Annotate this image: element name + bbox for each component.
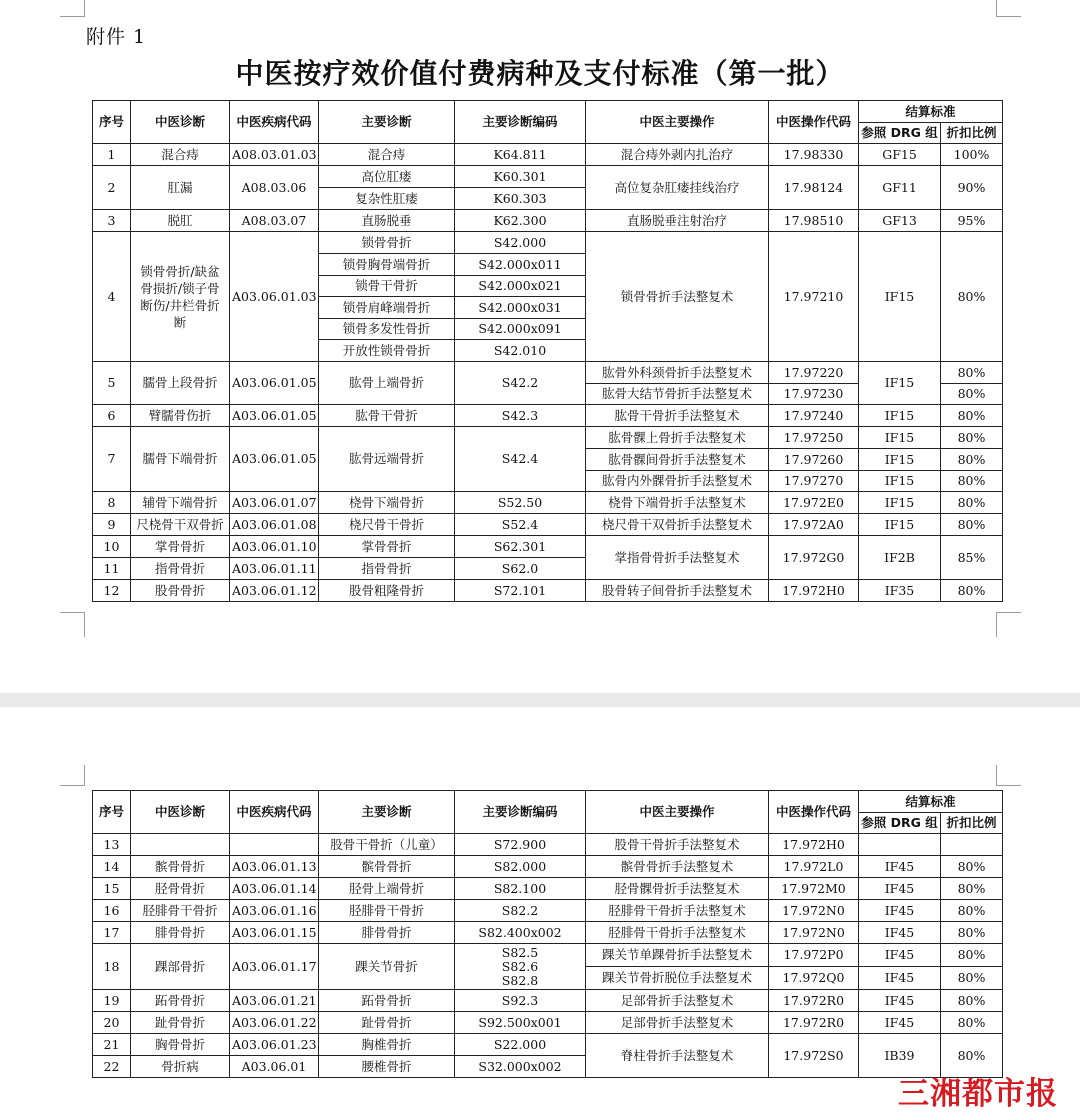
cell-drg-group: IF2B: [859, 536, 941, 580]
cell-main-code: S62.0: [455, 558, 586, 580]
annex-label: 附件 1: [86, 26, 147, 48]
cell-main-diagnosis: 高位肛瘘: [319, 166, 455, 188]
cell-main-code: K64.811: [455, 144, 586, 166]
header-tcm-code: 中医疾病代码: [230, 791, 319, 834]
cell-main-code: S62.301: [455, 536, 586, 558]
cell-drg-group: IF15: [859, 492, 941, 514]
header-discount: 折扣比例: [941, 813, 1003, 834]
cell-seq: 19: [93, 990, 131, 1012]
cell-main-diagnosis: 髌骨骨折: [319, 856, 455, 878]
cell-op-code: 17.97260: [769, 449, 859, 471]
cell-main-diagnosis: 锁骨肩峰端骨折: [319, 297, 455, 319]
cell-main-diagnosis: 胫骨上端骨折: [319, 878, 455, 900]
cell-op-code: 17.972R0: [769, 1012, 859, 1034]
cell-tcm-operation: 踝关节单踝骨折手法整复术: [586, 944, 769, 967]
header-settlement: 结算标准: [859, 101, 1003, 123]
cell-main-code: S42.000x091: [455, 319, 586, 340]
cell-main-code: S42.4: [455, 427, 586, 492]
cell-tcm-operation: 胫腓骨干骨折手法整复术: [586, 922, 769, 944]
cell-discount: 80%: [941, 427, 1003, 449]
table-row: [93, 834, 1003, 856]
cell-op-code: 17.972H0: [769, 834, 859, 856]
cell-main-code: S42.000x031: [455, 297, 586, 319]
cell-discount: 80%: [941, 362, 1003, 384]
crop-mark: [60, 612, 85, 637]
cell-drg-group: IF15: [859, 449, 941, 471]
cell-main-diagnosis: 腰椎骨折: [319, 1056, 455, 1078]
cell-tcm-code: A08.03.06: [230, 166, 319, 210]
cell-discount: 90%: [941, 166, 1003, 210]
cell-main-code: S42.000: [455, 232, 586, 254]
table-row: [93, 1034, 1003, 1056]
cell-discount: 80%: [941, 580, 1003, 602]
main-code: S82.5: [501, 944, 539, 960]
cell-seq: 21: [93, 1034, 131, 1056]
cell-tcm-operation: 肱骨内外髁骨折手法整复术: [586, 471, 769, 492]
cell-drg-group: GF11: [859, 166, 941, 210]
cell-main-code: S82.400x002: [455, 922, 586, 944]
cell-tcm-diagnosis: 锁骨骨折/缺盆骨损折/锁子骨断伤/井栏骨折断: [131, 232, 230, 362]
cell-tcm-code: A03.06.01.03: [230, 232, 319, 362]
cell-op-code: 17.98510: [769, 210, 859, 232]
cell-main-diagnosis: 锁骨胸骨端骨折: [319, 254, 455, 276]
cell-main-code: S92.500x001: [455, 1012, 586, 1034]
header-main-code: 主要诊断编码: [455, 101, 586, 144]
header-tcm-operation: 中医主要操作: [586, 791, 769, 834]
cell-main-code: S52.4: [455, 514, 586, 536]
main-code: S82.6: [501, 958, 539, 974]
header-row: [93, 101, 1003, 123]
table-row: [93, 514, 1003, 536]
cell-discount: 80%: [941, 1012, 1003, 1034]
cell-tcm-operation: 混合痔外剥内扎治疗: [586, 144, 769, 166]
cell-drg-group: IF35: [859, 580, 941, 602]
cell-seq: 4: [93, 232, 131, 362]
cell-op-code: 17.972N0: [769, 922, 859, 944]
cell-tcm-operation: 桡尺骨干双骨折手法整复术: [586, 514, 769, 536]
cell-main-code: S42.010: [455, 340, 586, 362]
cell-main-code: S22.000: [455, 1034, 586, 1056]
cell-tcm-code: A03.06.01.23: [230, 1034, 319, 1056]
cell-discount: 80%: [941, 1034, 1003, 1078]
header-op-code: 中医操作代码: [769, 101, 859, 144]
cell-seq: 2: [93, 166, 131, 210]
cell-tcm-code: A08.03.01.03: [230, 144, 319, 166]
table-row: [93, 232, 1003, 254]
cell-op-code: 17.972N0: [769, 900, 859, 922]
cell-tcm-operation: 肱骨外科颈骨折手法整复术: [586, 362, 769, 384]
cell-tcm-diagnosis: 胸骨骨折: [131, 1034, 230, 1056]
cell-drg-group: IF15: [859, 232, 941, 362]
cell-discount: 80%: [941, 944, 1003, 967]
cell-drg-group: IF45: [859, 922, 941, 944]
cell-seq: 1: [93, 144, 131, 166]
cell-tcm-operation: 高位复杂肛瘘挂线治疗: [586, 166, 769, 210]
cell-drg-group: IB39: [859, 1034, 941, 1078]
cell-seq: 18: [93, 944, 131, 990]
cell-discount: 80%: [941, 967, 1003, 990]
cell-tcm-diagnosis: 指骨骨折: [131, 558, 230, 580]
cell-tcm-operation: 足部骨折手法整复术: [586, 990, 769, 1012]
cell-main-diagnosis: 胫腓骨干骨折: [319, 900, 455, 922]
table-row: [93, 856, 1003, 878]
cell-main-code: K60.301: [455, 166, 586, 188]
cell-seq: 17: [93, 922, 131, 944]
cell-main-code: S42.000x011: [455, 254, 586, 276]
cell-tcm-operation: 肱骨髁间骨折手法整复术: [586, 449, 769, 471]
cell-discount: 80%: [941, 471, 1003, 492]
cell-main-diagnosis: 锁骨骨折: [319, 232, 455, 254]
cell-main-code: S92.3: [455, 990, 586, 1012]
payment-standard-table-page-2: [92, 790, 1003, 1078]
cell-tcm-diagnosis: 混合痔: [131, 144, 230, 166]
cell-op-code: 17.97250: [769, 427, 859, 449]
table-row: [93, 1012, 1003, 1034]
cell-tcm-code: A03.06.01.13: [230, 856, 319, 878]
cell-tcm-diagnosis: 胫腓骨干骨折: [131, 900, 230, 922]
cell-discount: 80%: [941, 405, 1003, 427]
cell-drg-group: IF15: [859, 405, 941, 427]
cell-tcm-diagnosis: 股骨骨折: [131, 580, 230, 602]
cell-seq: 3: [93, 210, 131, 232]
table-row: [93, 922, 1003, 944]
cell-drg-group: GF15: [859, 144, 941, 166]
table-row: [93, 990, 1003, 1012]
cell-op-code: 17.972A0: [769, 514, 859, 536]
page-separator: [0, 693, 1080, 707]
cell-seq: 15: [93, 878, 131, 900]
table-row: [93, 427, 1003, 449]
cell-main-diagnosis: 股骨干骨折（儿童）: [319, 834, 455, 856]
cell-discount: 80%: [941, 384, 1003, 405]
cell-tcm-diagnosis: 臂臑骨伤折: [131, 405, 230, 427]
cell-main-code: S42.3: [455, 405, 586, 427]
cell-tcm-operation: 脊柱骨折手法整复术: [586, 1034, 769, 1078]
table-row: [93, 362, 1003, 384]
cell-discount: 85%: [941, 536, 1003, 580]
cell-main-code: K60.303: [455, 188, 586, 210]
cell-discount: 95%: [941, 210, 1003, 232]
cell-tcm-operation: 胫骨髁骨折手法整复术: [586, 878, 769, 900]
cell-op-code: 17.972R0: [769, 990, 859, 1012]
cell-op-code: 17.972P0: [769, 944, 859, 967]
table-row: [93, 580, 1003, 602]
cell-drg-group: IF45: [859, 856, 941, 878]
cell-main-code: S52.50: [455, 492, 586, 514]
cell-tcm-code: A03.06.01.08: [230, 514, 319, 536]
cell-drg-group: IF15: [859, 514, 941, 536]
header-main-diagnosis: 主要诊断: [319, 791, 455, 834]
header-main-code: 主要诊断编码: [455, 791, 586, 834]
table-row: [93, 492, 1003, 514]
cell-seq: 6: [93, 405, 131, 427]
cell-seq: 20: [93, 1012, 131, 1034]
cell-seq: 14: [93, 856, 131, 878]
cell-tcm-diagnosis: 臑骨下端骨折: [131, 427, 230, 492]
cell-main-diagnosis: 锁骨多发性骨折: [319, 319, 455, 340]
cell-op-code: 17.972M0: [769, 878, 859, 900]
header-row: [93, 791, 1003, 813]
cell-main-diagnosis: 桡骨下端骨折: [319, 492, 455, 514]
table-row: [93, 210, 1003, 232]
cell-drg-group: IF45: [859, 990, 941, 1012]
header-drg-group: 参照 DRG 组: [859, 813, 941, 834]
table-row: [93, 944, 1003, 967]
crop-mark: [60, 0, 85, 17]
cell-tcm-operation: 髌骨骨折手法整复术: [586, 856, 769, 878]
header-discount: 折扣比例: [941, 123, 1003, 144]
cell-tcm-operation: 肱骨大结节骨折手法整复术: [586, 384, 769, 405]
cell-tcm-operation: 肱骨干骨折手法整复术: [586, 405, 769, 427]
cell-tcm-code: A03.06.01.05: [230, 362, 319, 405]
cell-tcm-operation: 股骨干骨折手法整复术: [586, 834, 769, 856]
cell-tcm-code: A03.06.01.12: [230, 580, 319, 602]
cell-discount: 80%: [941, 900, 1003, 922]
cell-seq: 11: [93, 558, 131, 580]
crop-mark: [996, 0, 1021, 17]
cell-tcm-operation: 掌指骨骨折手法整复术: [586, 536, 769, 580]
header-seq: 序号: [93, 101, 131, 144]
table-row: [93, 405, 1003, 427]
cell-op-code: 17.972L0: [769, 856, 859, 878]
cell-main-diagnosis: 混合痔: [319, 144, 455, 166]
cell-discount: 80%: [941, 990, 1003, 1012]
cell-main-diagnosis: 肱骨干骨折: [319, 405, 455, 427]
cell-main-code: K62.300: [455, 210, 586, 232]
cell-main-code-list: [455, 944, 586, 990]
header-tcm-operation: 中医主要操作: [586, 101, 769, 144]
header-tcm-code: 中医疾病代码: [230, 101, 319, 144]
cell-main-code: S42.2: [455, 362, 586, 405]
document-title: 中医按疗效价值付费病种及支付标准（第一批）: [235, 57, 845, 90]
cell-discount: 80%: [941, 856, 1003, 878]
cell-tcm-diagnosis: 辅骨下端骨折: [131, 492, 230, 514]
cell-drg-group: IF15: [859, 427, 941, 449]
cell-tcm-diagnosis: 髌骨骨折: [131, 856, 230, 878]
cell-tcm-diagnosis: 掌骨骨折: [131, 536, 230, 558]
cell-discount: 100%: [941, 144, 1003, 166]
cell-tcm-operation: 直肠脱垂注射治疗: [586, 210, 769, 232]
cell-tcm-operation: 足部骨折手法整复术: [586, 1012, 769, 1034]
cell-main-diagnosis: 指骨骨折: [319, 558, 455, 580]
cell-op-code: 17.97240: [769, 405, 859, 427]
cell-main-code: S82.000: [455, 856, 586, 878]
cell-drg-group: GF13: [859, 210, 941, 232]
cell-drg-group: IF45: [859, 878, 941, 900]
cell-tcm-code: A03.06.01.07: [230, 492, 319, 514]
cell-main-diagnosis: 桡尺骨干骨折: [319, 514, 455, 536]
cell-op-code: 17.97270: [769, 471, 859, 492]
header-drg-group: 参照 DRG 组: [859, 123, 941, 144]
crop-mark: [996, 612, 1021, 637]
cell-discount: 80%: [941, 878, 1003, 900]
cell-tcm-code: A03.06.01.14: [230, 878, 319, 900]
cell-main-diagnosis: 腓骨骨折: [319, 922, 455, 944]
crop-mark: [996, 765, 1021, 786]
cell-tcm-diagnosis: 胫骨骨折: [131, 878, 230, 900]
cell-seq: 12: [93, 580, 131, 602]
cell-main-diagnosis: 踝关节骨折: [319, 944, 455, 990]
table-row: [93, 900, 1003, 922]
cell-tcm-code: A03.06.01.16: [230, 900, 319, 922]
cell-drg-group: [859, 834, 941, 856]
crop-mark: [60, 765, 85, 786]
table-row: [93, 166, 1003, 188]
cell-tcm-code: A03.06.01.05: [230, 427, 319, 492]
cell-op-code: 17.98330: [769, 144, 859, 166]
cell-op-code: 17.97220: [769, 362, 859, 384]
header-tcm-diagnosis: 中医诊断: [131, 101, 230, 144]
cell-tcm-operation: 踝关节骨折脱位手法整复术: [586, 967, 769, 990]
newspaper-watermark-logo: 三湘都市报: [898, 1076, 1058, 1112]
cell-main-diagnosis: 掌骨骨折: [319, 536, 455, 558]
cell-op-code: 17.97230: [769, 384, 859, 405]
cell-seq: 5: [93, 362, 131, 405]
cell-tcm-operation: 胫腓骨干骨折手法整复术: [586, 900, 769, 922]
header-op-code: 中医操作代码: [769, 791, 859, 834]
cell-op-code: 17.972Q0: [769, 967, 859, 990]
cell-discount: 80%: [941, 514, 1003, 536]
cell-seq: 8: [93, 492, 131, 514]
cell-discount: 80%: [941, 449, 1003, 471]
cell-seq: 13: [93, 834, 131, 856]
header-seq: 序号: [93, 791, 131, 834]
cell-main-diagnosis: 锁骨干骨折: [319, 276, 455, 297]
table-row: [93, 144, 1003, 166]
cell-tcm-diagnosis: 臑骨上段骨折: [131, 362, 230, 405]
table-row: [93, 878, 1003, 900]
cell-main-diagnosis: 肱骨上端骨折: [319, 362, 455, 405]
cell-main-diagnosis: 开放性锁骨骨折: [319, 340, 455, 362]
cell-drg-group: IF45: [859, 944, 941, 967]
cell-main-diagnosis: 复杂性肛瘘: [319, 188, 455, 210]
cell-tcm-operation: 肱骨髁上骨折手法整复术: [586, 427, 769, 449]
cell-main-code: S82.2: [455, 900, 586, 922]
cell-tcm-operation: 桡骨下端骨折手法整复术: [586, 492, 769, 514]
cell-tcm-diagnosis: 腓骨骨折: [131, 922, 230, 944]
cell-tcm-code: A03.06.01.05: [230, 405, 319, 427]
cell-discount: 80%: [941, 232, 1003, 362]
payment-standard-table-page-1: [92, 100, 1003, 602]
header-tcm-diagnosis: 中医诊断: [131, 791, 230, 834]
cell-op-code: 17.98124: [769, 166, 859, 210]
cell-seq: 7: [93, 427, 131, 492]
cell-main-diagnosis: 肱骨远端骨折: [319, 427, 455, 492]
header-main-diagnosis: 主要诊断: [319, 101, 455, 144]
cell-tcm-diagnosis: 跖骨骨折: [131, 990, 230, 1012]
cell-seq: 22: [93, 1056, 131, 1078]
cell-discount: [941, 834, 1003, 856]
table-row: [93, 536, 1003, 558]
cell-tcm-diagnosis: [131, 834, 230, 856]
cell-drg-group: IF45: [859, 900, 941, 922]
cell-tcm-diagnosis: 踝部骨折: [131, 944, 230, 990]
main-code: S82.8: [501, 972, 539, 988]
cell-main-diagnosis: 趾骨骨折: [319, 1012, 455, 1034]
header-settlement: 结算标准: [859, 791, 1003, 813]
cell-tcm-diagnosis: 肛漏: [131, 166, 230, 210]
cell-op-code: 17.972S0: [769, 1034, 859, 1078]
cell-tcm-diagnosis: 尺桡骨干双骨折: [131, 514, 230, 536]
cell-tcm-code: A03.06.01.10: [230, 536, 319, 558]
cell-tcm-diagnosis: 脱肛: [131, 210, 230, 232]
cell-main-code: S82.100: [455, 878, 586, 900]
cell-tcm-code: A03.06.01.17: [230, 944, 319, 990]
cell-drg-group: IF15: [859, 471, 941, 492]
cell-tcm-code: A03.06.01.11: [230, 558, 319, 580]
cell-tcm-code: A03.06.01.15: [230, 922, 319, 944]
cell-main-diagnosis: 跖骨骨折: [319, 990, 455, 1012]
cell-main-code: S72.900: [455, 834, 586, 856]
cell-discount: 80%: [941, 922, 1003, 944]
cell-discount: 80%: [941, 492, 1003, 514]
cell-tcm-code: A03.06.01.22: [230, 1012, 319, 1034]
cell-tcm-operation: 锁骨骨折手法整复术: [586, 232, 769, 362]
cell-op-code: 17.972E0: [769, 492, 859, 514]
cell-drg-group: IF15: [859, 362, 941, 405]
cell-seq: 10: [93, 536, 131, 558]
cell-main-diagnosis: 胸椎骨折: [319, 1034, 455, 1056]
cell-tcm-code: A08.03.07: [230, 210, 319, 232]
cell-op-code: 17.97210: [769, 232, 859, 362]
cell-tcm-code: A03.06.01: [230, 1056, 319, 1078]
cell-tcm-diagnosis: 骨折病: [131, 1056, 230, 1078]
cell-tcm-code: [230, 834, 319, 856]
cell-seq: 9: [93, 514, 131, 536]
cell-drg-group: IF45: [859, 967, 941, 990]
cell-seq: 16: [93, 900, 131, 922]
cell-main-code: S32.000x002: [455, 1056, 586, 1078]
cell-drg-group: IF45: [859, 1012, 941, 1034]
cell-tcm-operation: 股骨转子间骨折手法整复术: [586, 580, 769, 602]
cell-main-diagnosis: 股骨粗隆骨折: [319, 580, 455, 602]
cell-main-code: S42.000x021: [455, 276, 586, 297]
cell-op-code: 17.972H0: [769, 580, 859, 602]
cell-main-code: S72.101: [455, 580, 586, 602]
cell-tcm-code: A03.06.01.21: [230, 990, 319, 1012]
cell-op-code: 17.972G0: [769, 536, 859, 580]
cell-main-diagnosis: 直肠脱垂: [319, 210, 455, 232]
cell-tcm-diagnosis: 趾骨骨折: [131, 1012, 230, 1034]
